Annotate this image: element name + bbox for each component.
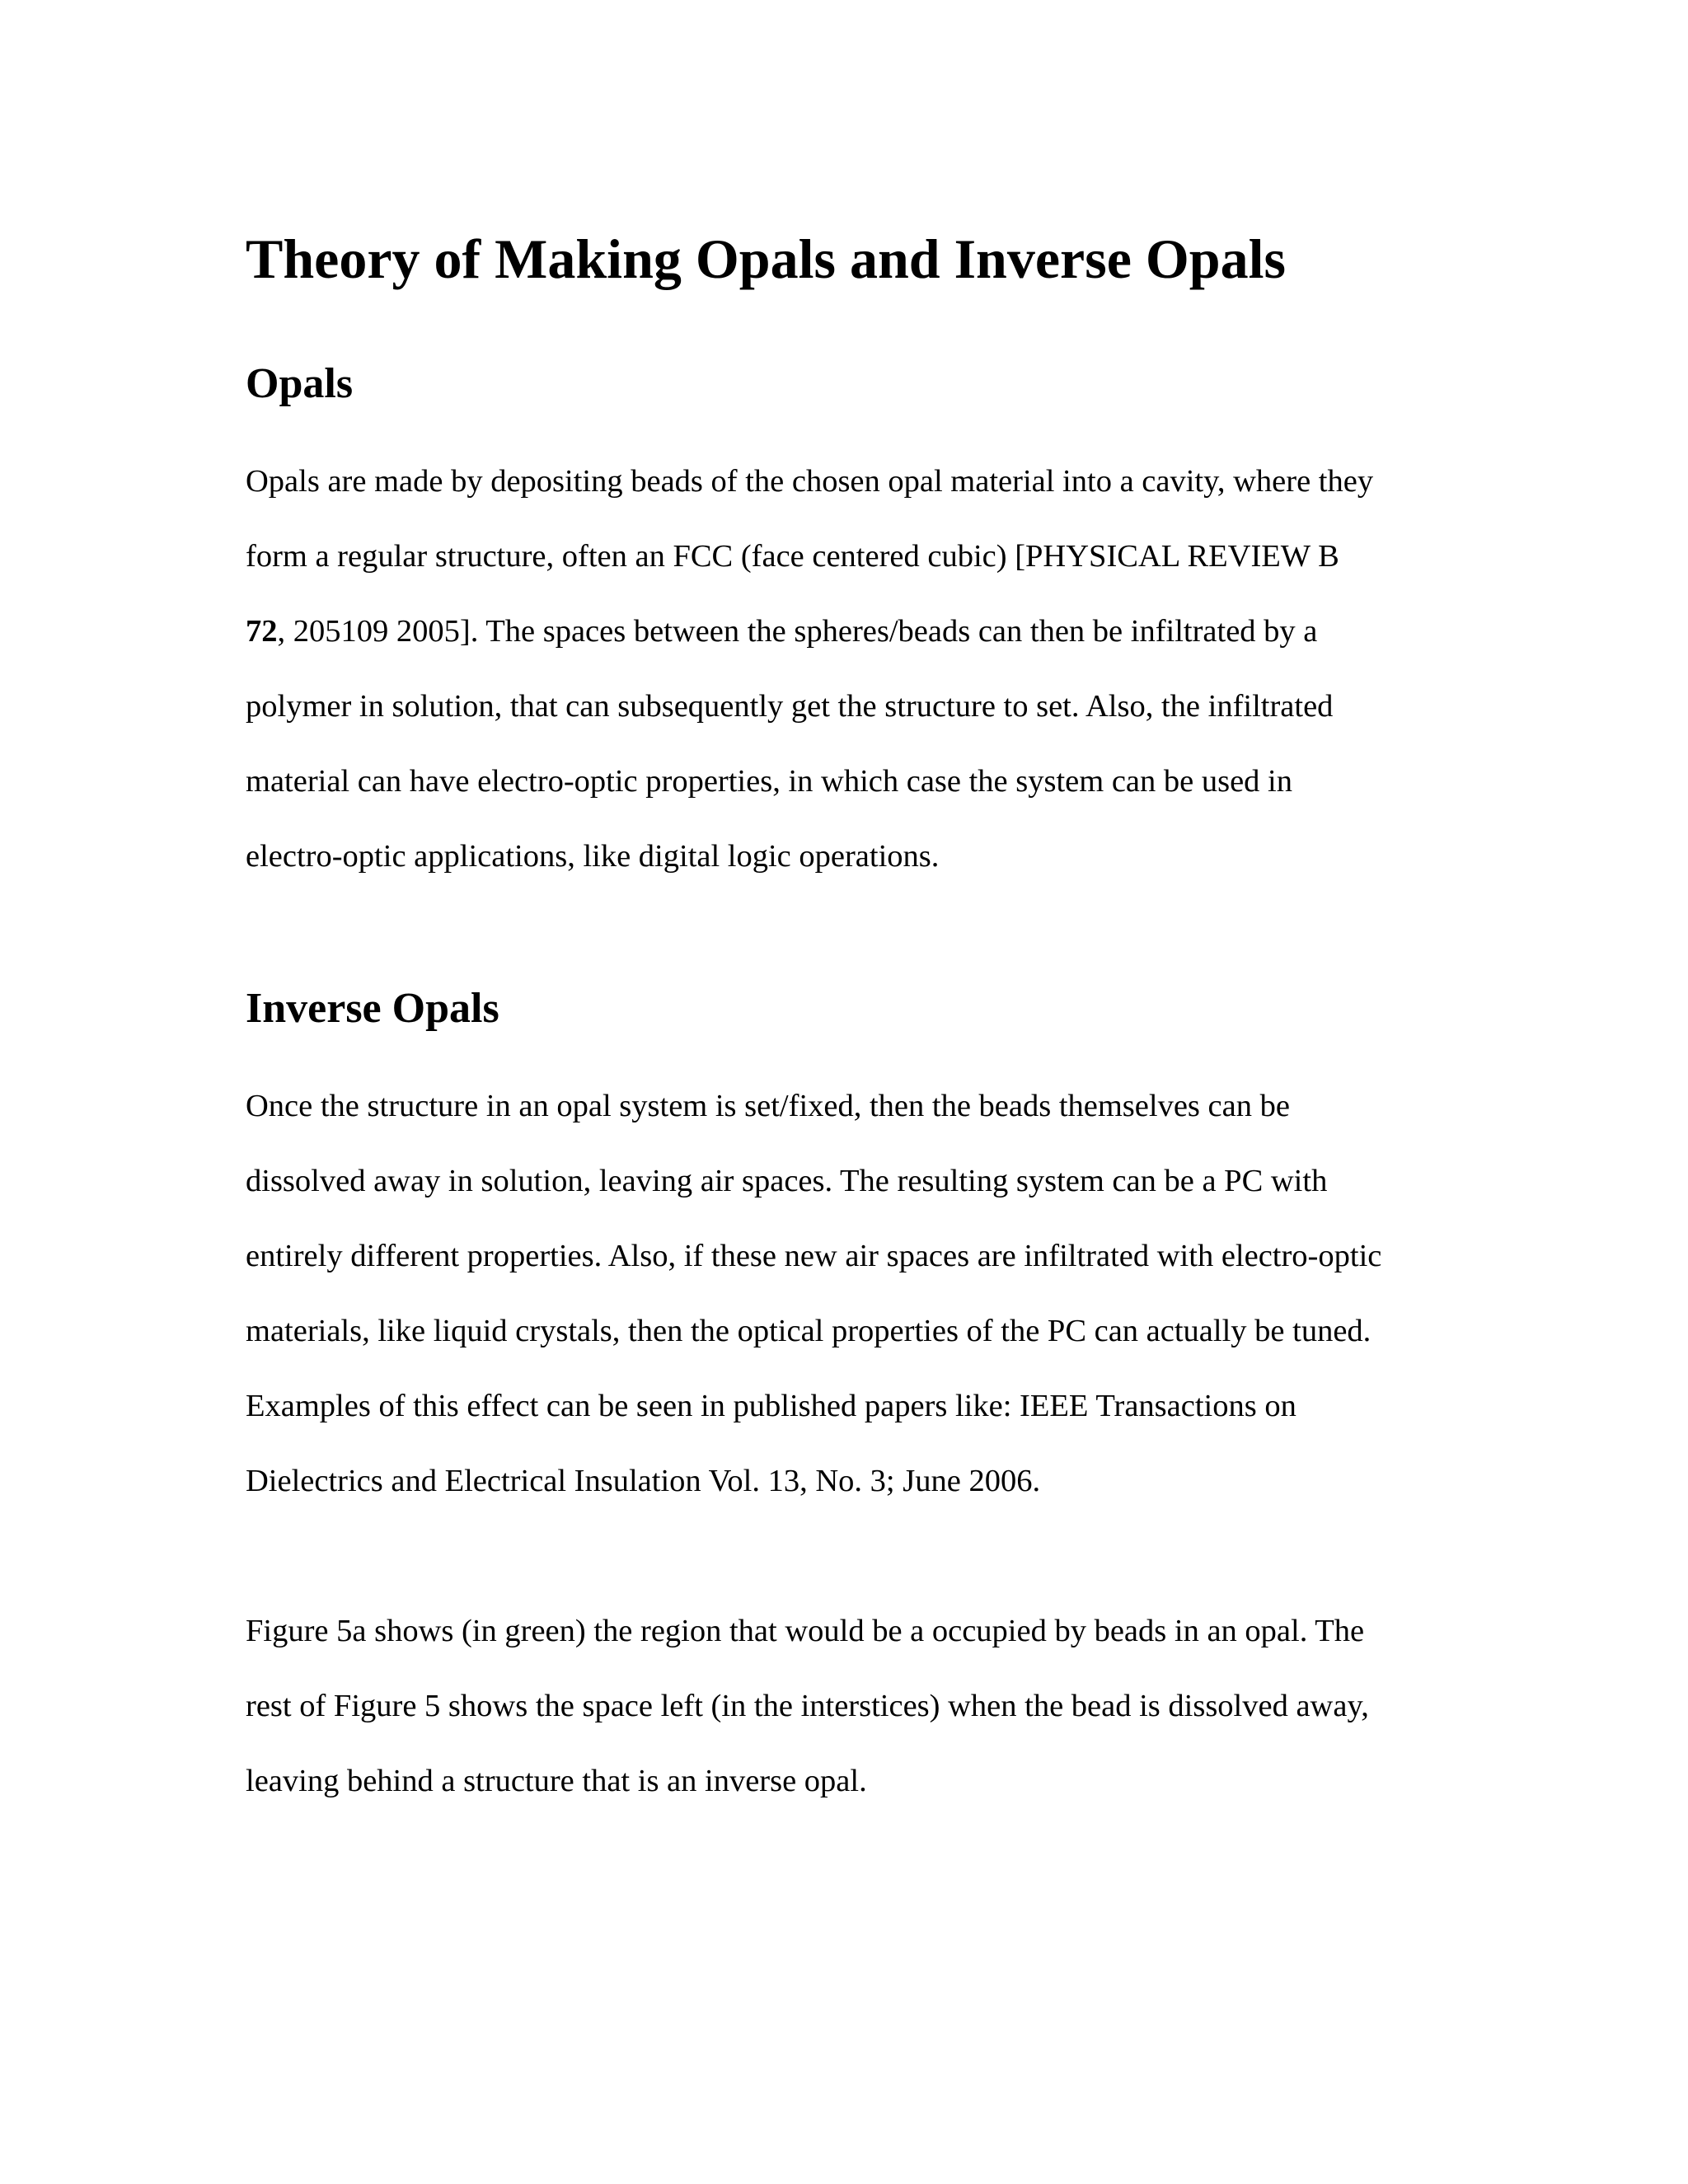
document-title: Theory of Making Opals and Inverse Opals [246, 227, 1286, 290]
reference-continuation: , 205109 2005]. The spaces between the spheres/beads can then be infiltrated by a [277, 614, 1318, 649]
opals-paragraph-line: Opals are made by depositing beads of the chosen opal material into a cavity, where they [246, 464, 1374, 499]
figure-note-line: rest of Figure 5 shows the space left (in the interstices) when the bead is dissolved away, [246, 1689, 1369, 1723]
opals-paragraph-line [246, 616, 1317, 648]
opals-paragraph-line: electro-optic applications, like digital logic operations. [246, 839, 940, 874]
inverse-opals-paragraph-line: dissolved away in solution, leaving air spaces. The resulting system can be a PC with [246, 1164, 1328, 1198]
section-heading-opals: Opals [246, 360, 354, 407]
opals-paragraph-line: material can have electro-optic properties, in which case the system can be used in [246, 764, 1292, 799]
inverse-opals-paragraph-line: Dielectrics and Electrical Insulation Vol. 13, No. 3; June 2006. [246, 1464, 1041, 1498]
inverse-opals-paragraph-line: materials, like liquid crystals, then the optical properties of the PC can actually be tuned. [246, 1314, 1372, 1348]
section-heading-inverse-opals: Inverse Opals [246, 985, 499, 1032]
figure-note-line: leaving behind a structure that is an inverse opal. [246, 1764, 867, 1798]
reference-volume: 72 [246, 614, 278, 649]
figure-note-line: Figure 5a shows (in green) the region that would be a occupied by beads in an opal. The [246, 1614, 1365, 1648]
inverse-opals-paragraph-line: Examples of this effect can be seen in published papers like: IEEE Transactions on [246, 1389, 1296, 1423]
inverse-opals-paragraph-line: entirely different properties. Also, if these new air spaces are infiltrated with electro-optic [246, 1239, 1382, 1273]
inverse-opals-paragraph-line: Once the structure in an opal system is set/fixed, then the beads themselves can be [246, 1089, 1290, 1123]
opals-paragraph-line: polymer in solution, that can subsequently get the structure to set. Also, the infiltrated [246, 689, 1334, 724]
opals-paragraph-line: form a regular structure, often an FCC (face centered cubic) [PHYSICAL REVIEW B [246, 539, 1339, 574]
